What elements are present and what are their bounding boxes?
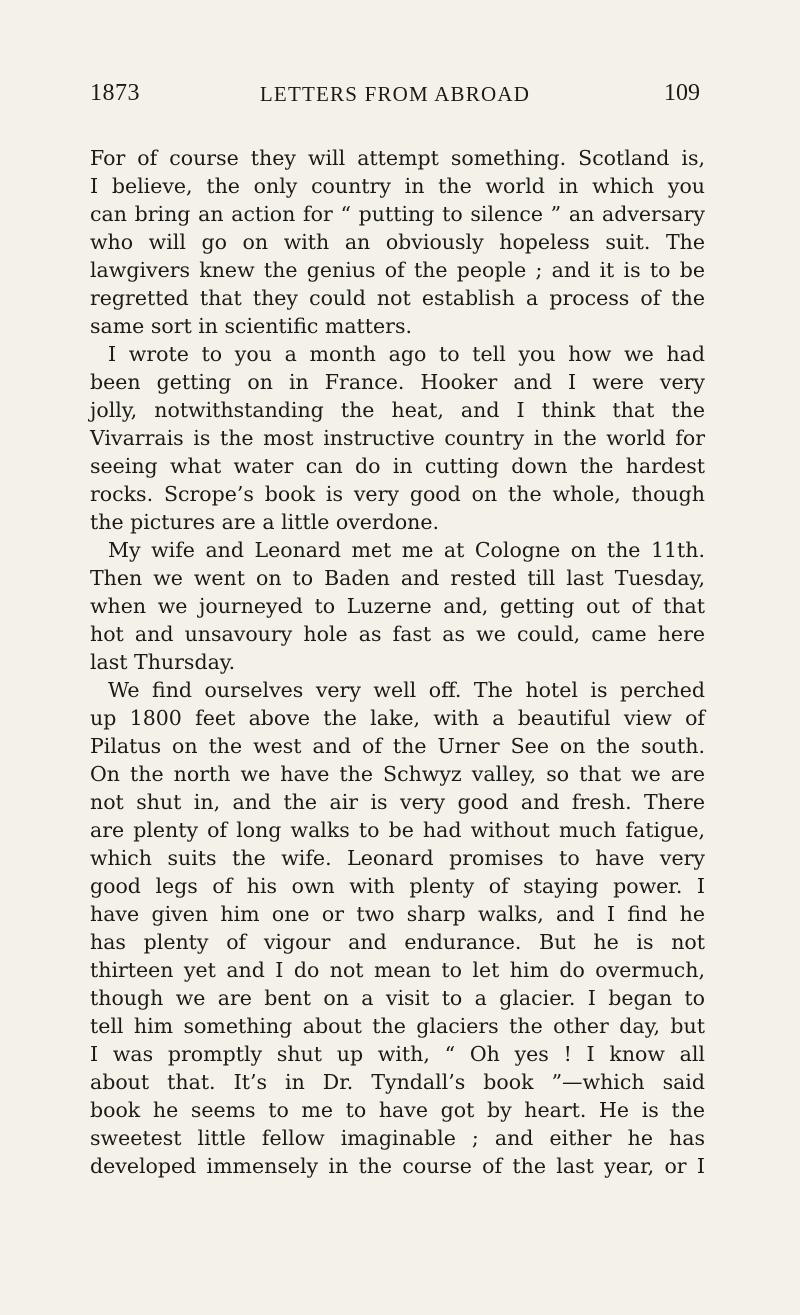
text-line: the pictures are a little overdone. bbox=[90, 510, 440, 534]
text-line: For of course they will attempt something. Scotland is, bbox=[90, 146, 705, 170]
text-line: same sort in scientific matters. bbox=[90, 314, 412, 338]
text-line: though we are bent on a visit to a glacier. I began to bbox=[90, 986, 705, 1010]
text-line: Then we went on to Baden and rested till last Tuesday, bbox=[90, 566, 705, 590]
text-line: On the north we have the Schwyz valley, so that we are bbox=[90, 762, 705, 786]
text-line: book he seems to me to have got by heart. He is the bbox=[90, 1098, 705, 1122]
text-line: seeing what water can do in cutting down the hardest bbox=[90, 454, 705, 478]
text-line: developed immensely in the course of the last year, or I bbox=[90, 1154, 705, 1178]
text-line: can bring an action for “ putting to silence ” an adversary bbox=[90, 202, 705, 226]
text-line: regretted that they could not establish a process of the bbox=[90, 286, 705, 310]
text-line: I believe, the only country in the world in which you bbox=[90, 174, 705, 198]
header-year: 1873 bbox=[90, 80, 140, 106]
text-line: been getting on in France. Hooker and I were very bbox=[90, 370, 705, 394]
text-line: We find ourselves very well off. The hotel is perched bbox=[108, 678, 705, 702]
text-line: thirteen yet and I do not mean to let him do overmuch, bbox=[90, 958, 705, 982]
text-line: Pilatus on the west and of the Urner See on the south. bbox=[90, 734, 705, 758]
text-line: are plenty of long walks to be had without much fatigue, bbox=[90, 818, 705, 842]
text-line: have given him one or two sharp walks, and I find he bbox=[90, 902, 705, 926]
text-line: hot and unsavoury hole as fast as we could, came here bbox=[90, 622, 705, 646]
text-line: up 1800 feet above the lake, with a beautiful view of bbox=[90, 706, 705, 730]
text-line: not shut in, and the air is very good and fresh. There bbox=[90, 790, 705, 814]
text-line: good legs of his own with plenty of staying power. I bbox=[90, 874, 705, 898]
header-title: LETTERS FROM ABROAD bbox=[259, 82, 531, 106]
text-line: about that. It’s in Dr. Tyndall’s book ”—which said bbox=[90, 1070, 705, 1094]
text-line: Vivarrais is the most instructive country in the world for bbox=[90, 426, 705, 450]
text-line: sweetest little fellow imaginable ; and either he has bbox=[90, 1126, 705, 1150]
text-line: I was promptly shut up with, “ Oh yes ! I know all bbox=[90, 1042, 705, 1066]
text-line: rocks. Scrope’s book is very good on the whole, though bbox=[90, 482, 705, 506]
body-text bbox=[90, 144, 705, 1180]
text-line: who will go on with an obviously hopeless suit. The bbox=[90, 230, 705, 254]
running-head bbox=[90, 80, 700, 114]
text-line: has plenty of vigour and endurance. But he is not bbox=[90, 930, 705, 954]
text-line: jolly, notwithstanding the heat, and I think that the bbox=[90, 398, 705, 422]
text-line: I wrote to you a month ago to tell you how we had bbox=[108, 342, 705, 366]
page-number: 109 bbox=[664, 80, 700, 106]
text-line: when we journeyed to Luzerne and, getting out of that bbox=[90, 594, 705, 618]
text-line: My wife and Leonard met me at Cologne on the 11th. bbox=[108, 538, 705, 562]
text-line: lawgivers knew the genius of the people ; and it is to be bbox=[90, 258, 705, 282]
text-line: last Thursday. bbox=[90, 650, 236, 674]
text-line: which suits the wife. Leonard promises to have very bbox=[90, 846, 705, 870]
text-line: tell him something about the glaciers the other day, but bbox=[90, 1014, 705, 1038]
